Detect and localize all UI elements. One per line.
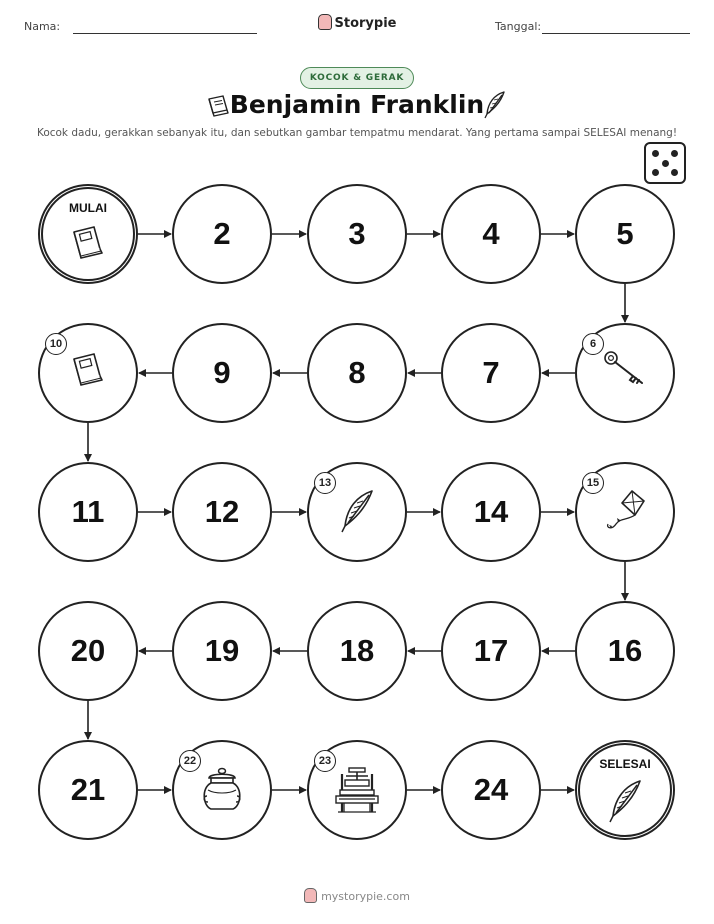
printing-press-icon <box>309 766 405 816</box>
board-space-7 <box>441 323 541 423</box>
space-number-badge: 13 <box>314 472 336 494</box>
space-number: 20 <box>70 633 106 668</box>
space-number-badge: 23 <box>314 750 336 772</box>
board-space-16 <box>575 601 675 701</box>
book-icon <box>43 222 133 262</box>
instructions: Kocok dadu, gerakkan sebanyak itu, dan sebutkan gambar tempatmu mendarat. Yang pertama sampai SELESAI menang! <box>36 127 678 139</box>
board-space-22 <box>172 740 272 840</box>
board-space-13 <box>307 462 407 562</box>
board-space-6 <box>575 323 675 423</box>
kite-icon <box>577 488 673 534</box>
space-number: 12 <box>204 494 240 529</box>
space-number: 17 <box>473 633 509 668</box>
space-number: 18 <box>339 633 375 668</box>
board-space-23 <box>307 740 407 840</box>
finish-space <box>575 740 675 840</box>
space-number: 24 <box>473 772 509 807</box>
activity-badge: KOCOK & GERAK <box>300 67 414 89</box>
space-number: 14 <box>473 494 509 529</box>
quill-icon <box>580 778 670 824</box>
space-number: 11 <box>71 494 105 529</box>
space-number: 3 <box>348 216 366 251</box>
date-label: Tanggal: <box>495 20 542 33</box>
space-number: 19 <box>204 633 240 668</box>
board-space-14 <box>441 462 541 562</box>
board-space-8 <box>307 323 407 423</box>
quill-icon <box>309 488 405 534</box>
footer-site: mystorypie.com <box>321 890 410 903</box>
start-space <box>38 184 138 284</box>
board-space-12 <box>172 462 272 562</box>
space-label: MULAI <box>69 201 107 215</box>
space-label: SELESAI <box>599 757 651 771</box>
storypie-logo-icon <box>304 888 317 903</box>
name-label: Nama: <box>24 20 61 33</box>
board-space-5 <box>575 184 675 284</box>
board-space-4 <box>441 184 541 284</box>
page-title: Benjamin Franklin <box>229 90 485 119</box>
board-space-18 <box>307 601 407 701</box>
board-space-20 <box>38 601 138 701</box>
board-space-9 <box>172 323 272 423</box>
space-number: 4 <box>482 216 500 251</box>
space-number: 2 <box>213 216 231 251</box>
board-space-2 <box>172 184 272 284</box>
space-number: 16 <box>607 633 643 668</box>
space-number: 8 <box>348 355 366 390</box>
key-icon <box>577 349 673 389</box>
space-number-badge: 15 <box>582 472 604 494</box>
jar-icon <box>174 766 270 814</box>
board-space-15 <box>575 462 675 562</box>
space-number: 7 <box>482 355 500 390</box>
book-icon <box>40 349 136 389</box>
board-space-19 <box>172 601 272 701</box>
space-number: 9 <box>213 355 231 390</box>
board-space-17 <box>441 601 541 701</box>
board-space-21 <box>38 740 138 840</box>
space-number: 21 <box>70 772 106 807</box>
board-space-11 <box>38 462 138 562</box>
board-space-10 <box>38 323 138 423</box>
space-number-badge: 6 <box>582 333 604 355</box>
space-number-badge: 10 <box>45 333 67 355</box>
space-number-badge: 22 <box>179 750 201 772</box>
board-space-24 <box>441 740 541 840</box>
footer <box>0 888 714 903</box>
space-number: 5 <box>616 216 634 251</box>
board-space-3 <box>307 184 407 284</box>
brand-name: Storypie <box>334 16 397 31</box>
